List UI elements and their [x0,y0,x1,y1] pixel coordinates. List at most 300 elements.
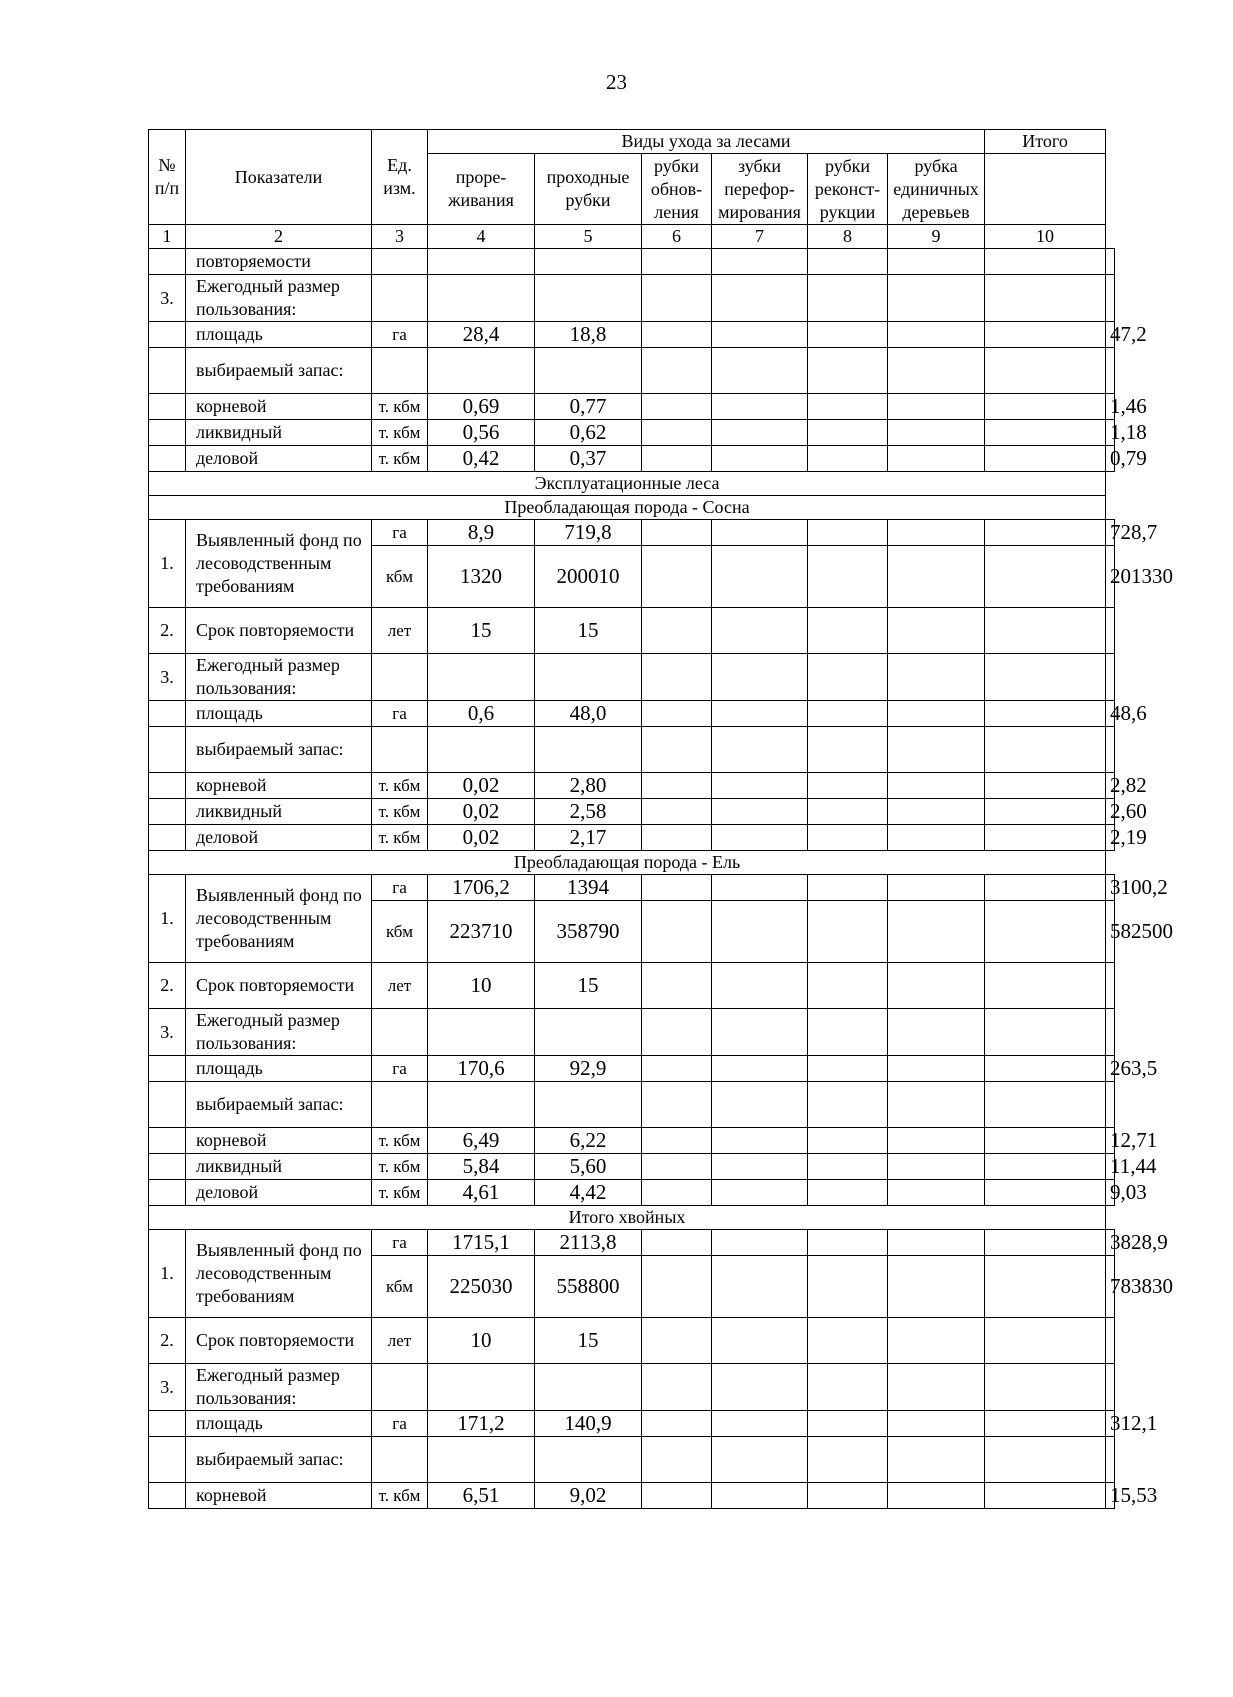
value-cell [712,773,808,799]
unit-cell: га [372,1056,428,1082]
unit-cell: т. кбм [372,1154,428,1180]
value-cell: 1715,1 [428,1230,535,1256]
value-cell [712,1009,808,1056]
value-cell [888,1364,985,1411]
value-cell: 1320 [428,546,535,608]
unit-cell: т. кбм [372,420,428,446]
value-cell [808,249,888,275]
value-cell [985,249,1106,275]
header-type-5: рубки реконст-рукции [808,154,888,225]
total-cell [1106,727,1115,773]
value-cell [808,701,888,727]
value-cell [985,446,1106,472]
section-row [149,472,1115,496]
table-row [149,608,1115,654]
unit-cell [372,1364,428,1411]
value-cell: 0,62 [535,420,642,446]
value-cell: 558800 [535,1256,642,1318]
value-cell: 6,49 [428,1128,535,1154]
value-cell [642,1230,712,1256]
unit-cell: лет [372,1318,428,1364]
value-cell [888,773,985,799]
table-row [149,322,1115,348]
value-cell: 5,84 [428,1154,535,1180]
value-cell [712,727,808,773]
value-cell [985,901,1106,963]
value-cell [985,608,1106,654]
value-cell [642,1180,712,1206]
indicator-label: площадь [186,1411,372,1437]
value-cell [888,348,985,394]
indicator-label: Ежегодный размер пользования: [186,1009,372,1056]
value-cell [642,348,712,394]
row-number [149,773,186,799]
table-row [149,348,1115,394]
indicator-label: выбираемый запас: [186,348,372,394]
value-cell [808,1056,888,1082]
value-cell [808,901,888,963]
value-cell [808,608,888,654]
value-cell [985,1009,1106,1056]
value-cell [712,608,808,654]
value-cell [985,520,1106,546]
value-cell: 15 [535,1318,642,1364]
column-number-6: 6 [642,225,712,249]
value-cell: 5,60 [535,1154,642,1180]
indicator-label: Ежегодный размер пользования: [186,275,372,322]
value-cell [808,963,888,1009]
value-cell [888,520,985,546]
value-cell [808,275,888,322]
value-cell: 225030 [428,1256,535,1318]
value-cell [888,901,985,963]
value-cell [642,249,712,275]
value-cell [642,546,712,608]
value-cell [985,1318,1106,1364]
value-cell [428,654,535,701]
row-number: 3. [149,654,186,701]
total-cell: 12,71 [1106,1128,1115,1154]
table-row [149,825,1115,851]
table-row [149,773,1115,799]
header-indicators: Показатели [186,130,372,225]
value-cell [888,1256,985,1318]
value-cell [888,727,985,773]
row-number [149,1483,186,1509]
value-cell [428,1437,535,1483]
unit-cell: кбм [372,546,428,608]
value-cell: 2,80 [535,773,642,799]
value-cell [712,1154,808,1180]
value-cell [808,1128,888,1154]
table-row [149,1483,1115,1509]
table-row [149,1009,1115,1056]
value-cell: 719,8 [535,520,642,546]
value-cell [642,1056,712,1082]
total-cell [1106,275,1115,322]
column-number-9: 9 [888,225,985,249]
total-cell: 201330 [1106,546,1115,608]
header-type-1: проре-живания [428,154,535,225]
indicator-label: Срок повторяемости [186,608,372,654]
row-number [149,1056,186,1082]
value-cell [985,420,1106,446]
value-cell [985,1128,1106,1154]
row-number [149,1154,186,1180]
value-cell [985,654,1106,701]
value-cell [712,1318,808,1364]
value-cell [808,1009,888,1056]
value-cell [985,275,1106,322]
value-cell [642,773,712,799]
value-cell [888,249,985,275]
table-row [149,446,1115,472]
value-cell: 9,02 [535,1483,642,1509]
header-total: Итого [985,130,1106,154]
page-number: 23 [606,70,627,94]
value-cell: 15 [428,608,535,654]
fund-row-area [149,1230,1115,1256]
indicator-label: ликвидный [186,1154,372,1180]
row-number [149,1437,186,1483]
section-title: Преобладающая порода - Ель [149,851,1106,875]
value-cell [712,1256,808,1318]
value-cell [888,1483,985,1509]
total-cell: 582500 [1106,901,1115,963]
table-row [149,1318,1115,1364]
indicator-label: повторяемости [186,249,372,275]
value-cell [808,1154,888,1180]
header-num: № п/п [149,130,186,225]
unit-cell [372,1437,428,1483]
unit-cell: кбм [372,901,428,963]
total-cell [1106,1009,1115,1056]
value-cell [642,1437,712,1483]
table-row [149,1154,1115,1180]
indicator-label: корневой [186,1483,372,1509]
unit-cell: га [372,875,428,901]
section-row [149,496,1115,520]
value-cell: 6,22 [535,1128,642,1154]
unit-cell: га [372,520,428,546]
value-cell [712,1411,808,1437]
total-cell: 2,82 [1106,773,1115,799]
value-cell [985,1256,1106,1318]
value-cell: 4,42 [535,1180,642,1206]
value-cell [888,608,985,654]
value-cell [712,446,808,472]
value-cell [888,446,985,472]
value-cell [642,275,712,322]
section-title: Эксплуатационные леса [149,472,1106,496]
value-cell [985,1230,1106,1256]
header-type-4: зубки перефор-мирования [712,154,808,225]
value-cell: 1394 [535,875,642,901]
unit-cell [372,348,428,394]
indicator-label: Ежегодный размер пользования: [186,1364,372,1411]
value-cell [712,1230,808,1256]
table-row [149,654,1115,701]
value-cell [985,322,1106,348]
value-cell [808,1082,888,1128]
indicator-label: деловой [186,1180,372,1206]
value-cell [642,1154,712,1180]
value-cell [808,1483,888,1509]
header-unit: Ед. изм. [372,130,428,225]
value-cell: 15 [535,963,642,1009]
value-cell [642,446,712,472]
value-cell: 2,17 [535,825,642,851]
value-cell [642,1411,712,1437]
value-cell: 6,51 [428,1483,535,1509]
value-cell [642,1082,712,1128]
indicator-label: Ежегодный размер пользования: [186,654,372,701]
value-cell [642,1364,712,1411]
indicator-label: Выявленный фонд по лесоводственным требованиям [186,520,372,608]
row-number [149,249,186,275]
unit-cell: т. кбм [372,825,428,851]
value-cell: 140,9 [535,1411,642,1437]
value-cell [428,275,535,322]
value-cell [642,608,712,654]
value-cell: 200010 [535,546,642,608]
table-row [149,1082,1115,1128]
value-cell [808,1437,888,1483]
unit-cell: т. кбм [372,1180,428,1206]
value-cell [808,546,888,608]
value-cell: 10 [428,963,535,1009]
row-number: 2. [149,608,186,654]
value-cell: 2,58 [535,799,642,825]
column-number-8: 8 [808,225,888,249]
column-number-2: 2 [186,225,372,249]
total-cell: 15,53 [1106,1483,1115,1509]
total-cell: 783830 [1106,1256,1115,1318]
value-cell [985,875,1106,901]
value-cell [888,1128,985,1154]
row-number [149,1180,186,1206]
indicator-label: выбираемый запас: [186,1437,372,1483]
value-cell: 2113,8 [535,1230,642,1256]
indicator-label: ликвидный [186,420,372,446]
value-cell [712,348,808,394]
value-cell [808,1256,888,1318]
value-cell: 48,0 [535,701,642,727]
row-number [149,825,186,851]
value-cell: 18,8 [535,322,642,348]
value-cell [888,1318,985,1364]
unit-cell [372,727,428,773]
table-row [149,1437,1115,1483]
value-cell [888,1009,985,1056]
value-cell [888,1082,985,1128]
value-cell [712,394,808,420]
value-cell [712,1437,808,1483]
value-cell [712,799,808,825]
table-body [149,249,1174,1509]
value-cell [985,1056,1106,1082]
value-cell [808,1180,888,1206]
indicator-label: Срок повторяемости [186,1318,372,1364]
indicator-label: корневой [186,1128,372,1154]
value-cell [712,701,808,727]
value-cell: 0,77 [535,394,642,420]
value-cell: 8,9 [428,520,535,546]
table-row [149,394,1115,420]
row-number: 3. [149,1009,186,1056]
column-number-10: 10 [985,225,1106,249]
indicator-label: деловой [186,825,372,851]
value-cell [712,1180,808,1206]
value-cell [535,727,642,773]
value-cell [888,701,985,727]
value-cell [428,348,535,394]
value-cell [888,799,985,825]
value-cell [985,1082,1106,1128]
unit-cell [372,1082,428,1128]
value-cell [642,1318,712,1364]
value-cell [985,773,1106,799]
value-cell [985,1364,1106,1411]
section-title: Итого хвойных [149,1206,1106,1230]
value-cell [985,963,1106,1009]
value-cell [712,249,808,275]
value-cell [888,420,985,446]
value-cell [535,249,642,275]
header-care-types: Виды ухода за лесами [428,130,985,154]
indicator-label: Выявленный фонд по лесоводственным требованиям [186,1230,372,1318]
table-row [149,963,1115,1009]
value-cell [808,1364,888,1411]
row-number [149,348,186,394]
value-cell [888,322,985,348]
value-cell [808,773,888,799]
unit-cell: т. кбм [372,394,428,420]
unit-cell: лет [372,608,428,654]
header-type-2: проходные рубки [535,154,642,225]
section-title: Преобладающая порода - Сосна [149,496,1106,520]
unit-cell: га [372,1230,428,1256]
value-cell [712,901,808,963]
total-cell: 263,5 [1106,1056,1115,1082]
value-cell [712,322,808,348]
value-cell [888,1180,985,1206]
unit-cell [372,654,428,701]
total-cell: 47,2 [1106,322,1115,348]
value-cell [428,1082,535,1128]
value-cell [888,825,985,851]
total-cell [1106,1082,1115,1128]
value-cell [642,901,712,963]
value-cell [642,1256,712,1318]
value-cell: 0,02 [428,773,535,799]
value-cell: 0,42 [428,446,535,472]
total-cell: 3100,2 [1106,875,1115,901]
row-number [149,727,186,773]
value-cell [712,654,808,701]
value-cell [808,1230,888,1256]
column-number-row [149,225,1115,249]
value-cell [642,1009,712,1056]
indicator-label: площадь [186,701,372,727]
value-cell [808,1318,888,1364]
unit-cell: т. кбм [372,1483,428,1509]
value-cell: 358790 [535,901,642,963]
fund-row-area [149,520,1115,546]
unit-cell: т. кбм [372,446,428,472]
unit-cell: га [372,1411,428,1437]
section-row [149,1206,1115,1230]
value-cell [642,520,712,546]
total-cell: 728,7 [1106,520,1115,546]
value-cell: 0,6 [428,701,535,727]
row-number [149,701,186,727]
header-type-6: рубка единичных деревьев [888,154,985,225]
table-row [149,420,1115,446]
value-cell [888,275,985,322]
indicator-label: деловой [186,446,372,472]
value-cell [985,1483,1106,1509]
row-number: 3. [149,1364,186,1411]
value-cell [642,963,712,1009]
table-row [149,1364,1115,1411]
row-number: 1. [149,1230,186,1318]
value-cell [985,394,1106,420]
indicator-label: площадь [186,322,372,348]
value-cell [642,322,712,348]
total-cell [1106,348,1115,394]
value-cell [808,520,888,546]
total-cell: 0,79 [1106,446,1115,472]
value-cell [888,546,985,608]
table-row [149,1128,1115,1154]
row-number: 1. [149,520,186,608]
value-cell [888,1056,985,1082]
total-cell: 1,46 [1106,394,1115,420]
value-cell: 0,02 [428,825,535,851]
total-cell [1106,1437,1115,1483]
value-cell [535,1437,642,1483]
header-total-blank [985,154,1106,225]
value-cell [888,654,985,701]
value-cell [985,1180,1106,1206]
value-cell [888,1230,985,1256]
unit-cell [372,249,428,275]
value-cell [985,727,1106,773]
table-row [149,1411,1115,1437]
column-number-3: 3 [372,225,428,249]
table-row [149,799,1115,825]
value-cell: 92,9 [535,1056,642,1082]
total-cell: 312,1 [1106,1411,1115,1437]
row-number [149,322,186,348]
table-row [149,249,1115,275]
section-row [149,851,1115,875]
total-cell: 3828,9 [1106,1230,1115,1256]
indicator-label: Срок повторяемости [186,963,372,1009]
value-cell [712,963,808,1009]
value-cell [535,1364,642,1411]
indicator-label: выбираемый запас: [186,1082,372,1128]
unit-cell [372,275,428,322]
total-cell [1106,1364,1115,1411]
value-cell: 10 [428,1318,535,1364]
value-cell [535,275,642,322]
value-cell [888,875,985,901]
total-cell [1106,654,1115,701]
column-number-4: 4 [428,225,535,249]
value-cell [808,654,888,701]
